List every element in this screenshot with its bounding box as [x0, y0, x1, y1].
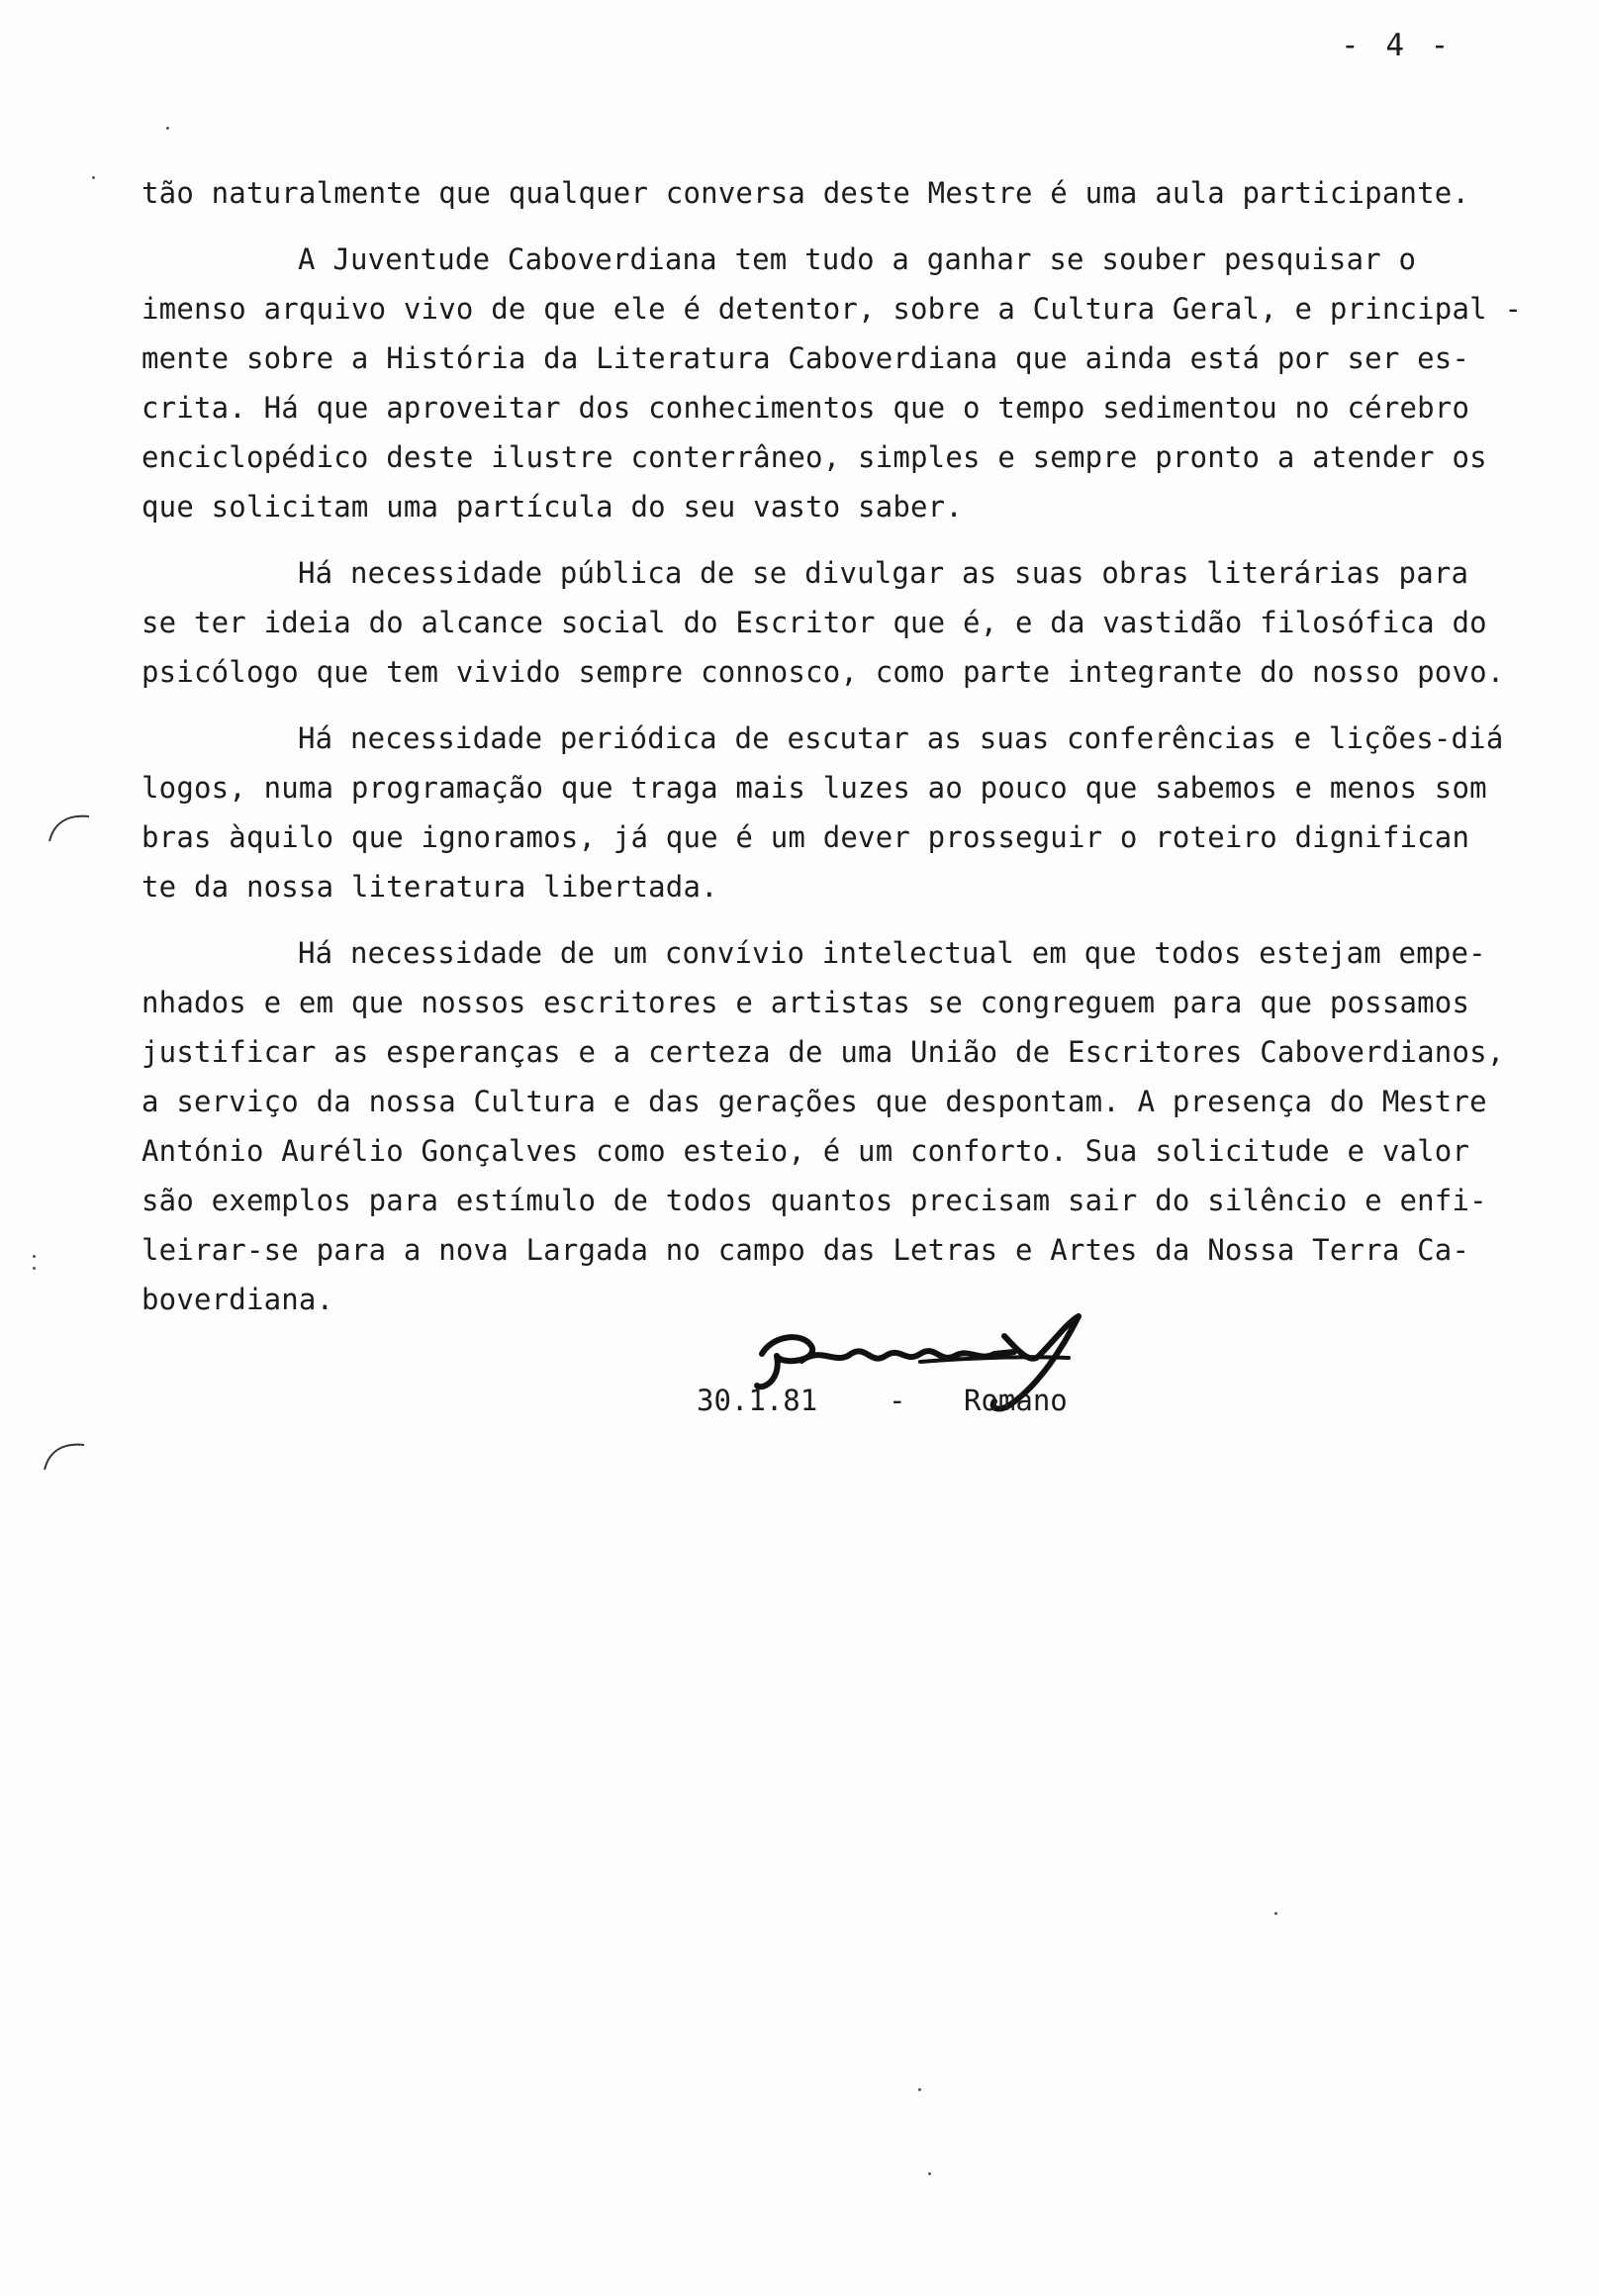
text-line: psicólogo que tem vivido sempre connosco, como parte integrante do nosso povo. — [141, 655, 1505, 689]
text-line: Há necessidade de um convívio intelectual em que todos estejam empe- — [298, 936, 1486, 970]
signature-dash: - — [889, 1384, 906, 1417]
signature-block — [693, 1306, 1247, 1435]
text-line: a serviço da nossa Cultura e das gerações que despontam. A presença do Mestre — [141, 1085, 1487, 1118]
text-line: crita. Há que aproveitar dos conhecimentos que o tempo sedimentou no cérebro — [141, 391, 1470, 425]
signature-date: 30.1.81 — [697, 1384, 818, 1417]
paragraph — [141, 928, 1517, 1324]
page-number: - 4 - — [1341, 28, 1454, 63]
scan-speck — [928, 2172, 931, 2175]
scan-speck — [92, 176, 95, 179]
text-line: imenso arquivo vivo de que ele é detentor, sobre a Cultura Geral, e principal - — [141, 292, 1523, 326]
scan-speck — [166, 127, 169, 130]
text-line: A Juventude Caboverdiana tem tudo a ganhar se souber pesquisar o — [298, 242, 1417, 276]
text-line: enciclopédico deste ilustre conterrâneo, simples e sempre pronto a atender os — [141, 440, 1487, 474]
text-line: logos, numa programação que traga mais luzes ao pouco que sabemos e menos som — [141, 771, 1487, 805]
scan-speck — [33, 1267, 36, 1270]
letter-body — [141, 168, 1523, 1324]
paragraph — [141, 235, 1523, 531]
paragraph — [141, 168, 1517, 218]
scan-speck — [918, 2088, 921, 2091]
text-line: nhados e em que nossos escritores e artistas se congreguem para que possamos — [141, 986, 1470, 1019]
text-line: são exemplos para estímulo de todos quantos precisam sair do silêncio e enfi- — [141, 1184, 1487, 1217]
text-line: bras àquilo que ignoramos, já que é um dever prosseguir o roteiro dignifican — [141, 820, 1470, 854]
paragraph — [141, 714, 1517, 911]
scan-speck — [33, 1255, 36, 1258]
text-line: Há necessidade periódica de escutar as suas conferências e lições-diá — [298, 721, 1504, 755]
text-line: se ter ideia do alcance social do Escritor que é, e da vastidão filosófica do — [141, 606, 1487, 639]
text-line: te da nossa literatura libertada. — [141, 870, 718, 904]
text-line: leirar-se para a nova Largada no campo das Letras e Artes da Nossa Terra Ca- — [141, 1233, 1470, 1267]
text-line: justificar as esperanças e a certeza de uma União de Escritores Caboverdianos, — [141, 1035, 1505, 1069]
margin-mark — [45, 807, 94, 846]
text-line: que solicitam uma partícula do seu vasto saber. — [141, 490, 963, 524]
text-line: Há necessidade pública de se divulgar as suas obras literárias para — [298, 556, 1469, 590]
text-line: António Aurélio Gonçalves como esteio, é um conforto. Sua solicitude e valor — [141, 1134, 1470, 1168]
signature-name: Romano — [964, 1384, 1068, 1417]
scan-speck — [1274, 1912, 1277, 1915]
text-line: mente sobre a História da Literatura Caboverdiana que ainda está por ser es- — [141, 341, 1470, 375]
paragraph — [141, 548, 1517, 697]
margin-mark — [40, 1435, 89, 1475]
text-line: tão naturalmente que qualquer conversa deste Mestre é uma aula participante. — [141, 176, 1470, 210]
text-line: boverdiana. — [141, 1283, 334, 1316]
